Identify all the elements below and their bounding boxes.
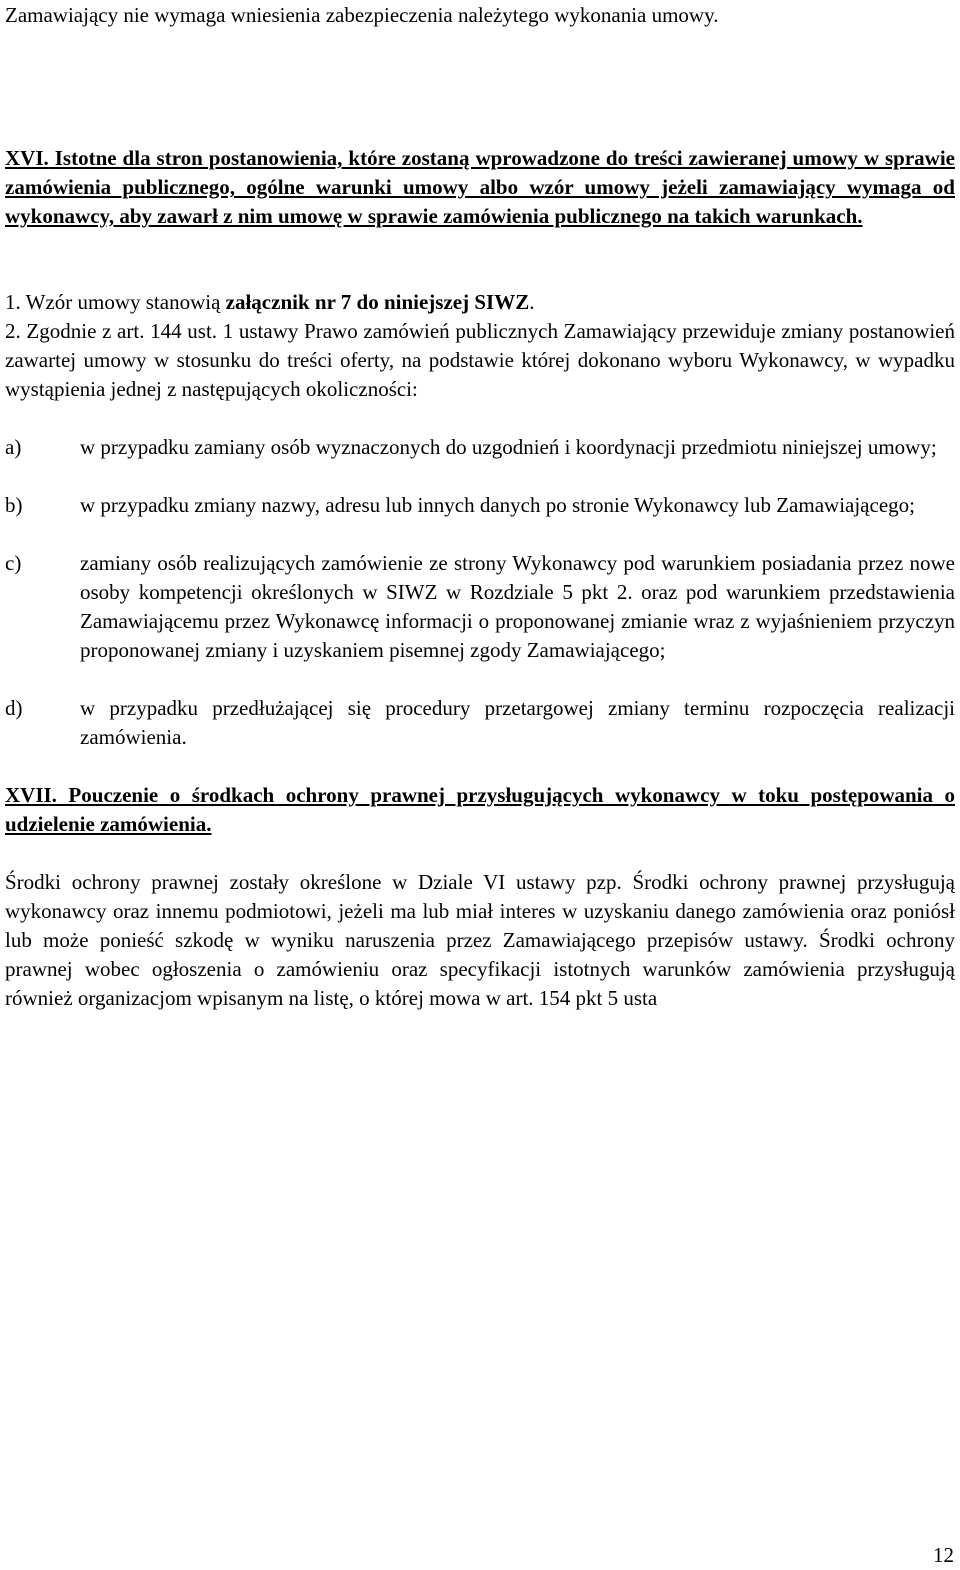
section-xvii-number: XVII. [5, 783, 57, 807]
page-number: 12 [933, 1543, 954, 1567]
section-xvii-heading [5, 781, 955, 839]
list-item [5, 549, 955, 665]
list-marker: c) [5, 551, 22, 575]
point-1-suffix: . [529, 290, 535, 314]
point-1-attachment-ref: załącznik nr 7 do niniejszej SIWZ [225, 290, 530, 314]
point-1-prefix: 1. Wzór umowy stanowią [5, 290, 226, 314]
list-item-text: w przypadku przedłużającej się procedury przetargowej zmiany terminu rozpoczęcia realizacji zamówienia. [80, 696, 955, 749]
list-item [5, 433, 955, 462]
intro-paragraph [5, 1, 955, 30]
list-item [5, 491, 955, 520]
list-marker: b) [5, 493, 23, 517]
list-item [5, 694, 955, 752]
section-xvi-point-1 [5, 288, 955, 317]
section-xvii-heading-text: Pouczenie o środkach ochrony prawnej przysługujących wykonawcy w toku postępowania o udzielenie zamówienia. [5, 783, 955, 836]
section-xvii-body [5, 868, 955, 1013]
section-xvi-heading [5, 144, 955, 231]
section-xvi-point-2 [5, 317, 955, 404]
list-item-text: w przypadku zamiany osób wyznaczonych do uzgodnień i koordynacji przedmiotu niniejszej umowy; [80, 435, 937, 459]
list-marker: d) [5, 696, 23, 720]
section-xvii-body-text: Środki ochrony prawnej zostały określone w Dziale VI ustawy pzp. Środki ochrony prawnej przysługują wykonawcy oraz innemu podmiotowi, jeżeli ma lub miał interes w uzyskaniu danego zamówienia oraz poniósł lub może ponieść szkodę w wyniku naruszenia przez Zamawiającego przepisów ustawy. Środki ochrony prawnej wobec ogłoszenia o zamówieniu oraz specyfikacji istotnych warunków zamówienia przysługują również organizacjom wpisanym na listę, o której mowa w art. 154 pkt 5 usta [5, 870, 955, 1010]
section-xvi-number: XVI. [5, 146, 49, 170]
intro-text: Zamawiający nie wymaga wniesienia zabezpieczenia należytego wykonania umowy. [5, 3, 719, 27]
list-item-text: w przypadku zmiany nazwy, adresu lub innych danych po stronie Wykonawcy lub Zamawiającego; [80, 493, 915, 517]
list-item-text: zamiany osób realizujących zamówienie ze strony Wykonawcy pod warunkiem posiadania przez nowe osoby kompetencji określonych w SIWZ w Rozdziale 5 pkt 2. oraz pod warunkiem przedstawienia Zamawiającemu przez Wykonawcę informacji o proponowanej zmianie wraz z wyjaśnieniem przyczyn proponowanej zmiany i uzyskaniem pisemnej zgody Zamawiającego; [80, 551, 955, 662]
list-marker: a) [5, 435, 22, 459]
section-xvi-heading-text: Istotne dla stron postanowienia, które zostaną wprowadzone do treści zawieranej umowy w sprawie zamówienia publicznego, ogólne warunki umowy albo wzór umowy jeżeli zamawiający wymaga od wykonawcy, aby zawarł z nim umowę w sprawie zamówienia publicznego na takich warunkach. [5, 146, 955, 228]
point-2-text: 2. Zgodnie z art. 144 ust. 1 ustawy Prawo zamówień publicznych Zamawiający przewiduje zmiany postanowień zawartej umowy w stosunku do treści oferty, na podstawie której dokonano wyboru Wykonawcy, w wypadku wystąpienia jednej z następujących okoliczności: [5, 319, 955, 401]
